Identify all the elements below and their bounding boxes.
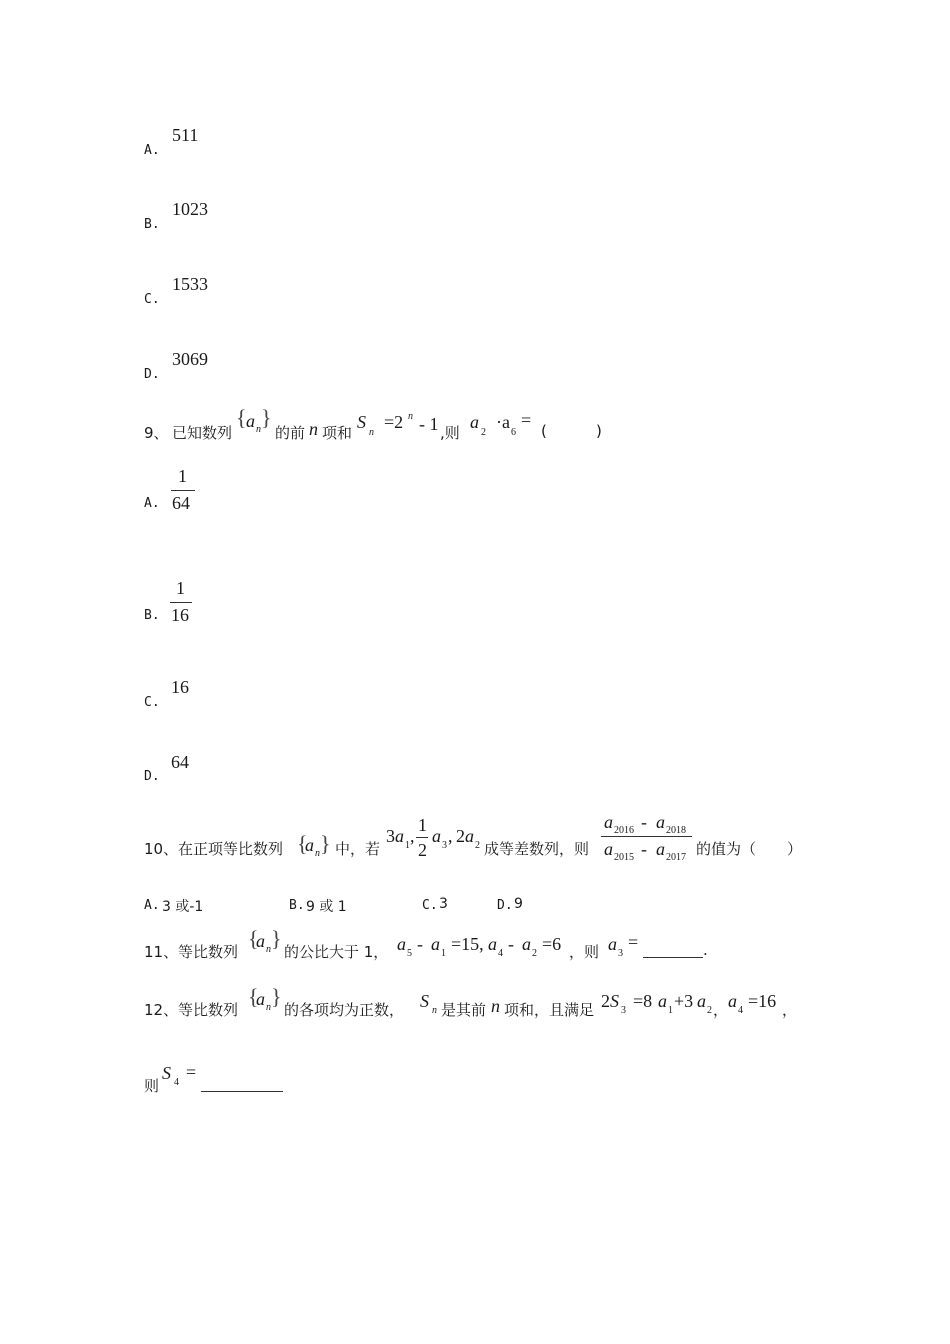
option-b: B. xyxy=(289,898,305,913)
formula: a xyxy=(305,835,314,855)
formula: , xyxy=(410,826,415,846)
option-label-a: A. xyxy=(144,143,160,158)
formula: S xyxy=(420,991,429,1011)
formula: ·a xyxy=(496,412,510,432)
formula: 2 xyxy=(456,826,465,846)
formula: a xyxy=(656,839,665,859)
question-text: 成等差数列，则 xyxy=(484,840,590,858)
question-text: ，则 xyxy=(569,943,600,961)
formula: 3 xyxy=(618,948,623,959)
formula: - xyxy=(417,934,423,954)
formula: 4 xyxy=(498,948,503,959)
formula: 2 xyxy=(532,948,537,959)
bracket-close: ） xyxy=(787,840,803,858)
bracket-open: ( xyxy=(541,422,547,440)
formula: a xyxy=(728,991,737,1011)
question-text: 项和 xyxy=(322,424,353,442)
formula: n xyxy=(408,411,413,422)
formula: 1 xyxy=(405,840,410,851)
option-value-d: 9 xyxy=(514,896,523,912)
option-label-c: C. xyxy=(144,695,160,710)
formula: S xyxy=(162,1063,171,1083)
formula: { xyxy=(248,984,259,1009)
bracket-close: ) xyxy=(596,422,602,440)
option-value-b: 1023 xyxy=(172,199,208,219)
question-text: 中，若 xyxy=(335,840,381,858)
answer-blank xyxy=(201,1091,283,1092)
formula: a xyxy=(488,934,497,954)
fraction-bar xyxy=(601,836,692,837)
option-value-a: 511 xyxy=(172,125,199,145)
question-text: 的值为（ xyxy=(696,840,757,858)
formula: a xyxy=(604,839,613,859)
question-text: 项和，且满足 xyxy=(504,1001,595,1019)
formula: a xyxy=(608,934,617,954)
formula: } xyxy=(261,405,272,430)
option-value-c: 16 xyxy=(171,677,189,697)
option-label-d: D. xyxy=(144,769,160,784)
question-text: 已知数列 xyxy=(172,424,233,442)
formula: - 1 xyxy=(419,414,439,434)
formula: 2018 xyxy=(666,825,686,836)
fraction-numerator: 1 xyxy=(178,466,187,486)
formula: =8 xyxy=(633,991,653,1011)
formula: =6 xyxy=(542,934,562,954)
formula: { xyxy=(236,405,247,430)
formula: } xyxy=(271,984,282,1009)
formula: - xyxy=(641,812,647,832)
option-label-a: A. xyxy=(144,496,160,511)
option-d: D. xyxy=(497,898,513,913)
option-a: A. xyxy=(144,898,160,913)
fraction-denominator: 2 xyxy=(418,840,427,860)
fraction-denominator: 64 xyxy=(172,493,190,513)
question-number: 9、 xyxy=(144,424,169,442)
formula: n xyxy=(432,1005,437,1016)
option-value-d: 64 xyxy=(171,752,189,772)
formula: } xyxy=(271,926,282,951)
option-label-b: B. xyxy=(144,217,160,232)
formula: a xyxy=(465,826,474,846)
option-value-d: 3069 xyxy=(172,349,208,369)
option-c: C. xyxy=(422,898,438,913)
formula: a xyxy=(522,934,531,954)
formula: 4 xyxy=(738,1005,743,1016)
formula: 2016 xyxy=(614,825,634,836)
formula: 1 xyxy=(668,1005,673,1016)
option-value-a: 3 或-1 xyxy=(162,899,204,915)
question-text: 的前 xyxy=(275,424,306,442)
formula: 2 xyxy=(475,840,480,851)
formula: - xyxy=(508,934,514,954)
fraction-numerator: 1 xyxy=(176,578,185,598)
fraction-bar xyxy=(171,490,195,491)
formula: { xyxy=(248,926,259,951)
formula: 2 xyxy=(707,1005,712,1016)
question-text: 在正项等比数列 xyxy=(178,840,284,858)
formula: a xyxy=(395,826,404,846)
separator: ， xyxy=(713,1001,729,1019)
formula: 2 xyxy=(481,427,486,438)
question-number: 12、 xyxy=(144,1001,179,1019)
option-value-b: 9 或 1 xyxy=(306,899,347,915)
question-number: 10、 xyxy=(144,840,179,858)
formula: = xyxy=(628,932,639,952)
formula: 2 xyxy=(601,991,610,1011)
formula: = xyxy=(521,410,532,430)
formula: a xyxy=(432,826,441,846)
option-value-c: 1533 xyxy=(172,274,208,294)
question-text: . xyxy=(703,941,708,959)
formula: 5 xyxy=(407,948,412,959)
formula: 3 xyxy=(621,1005,626,1016)
question-text: 等比数列 xyxy=(178,943,239,961)
formula: n xyxy=(491,996,500,1016)
question-text: 是其前 xyxy=(441,1001,487,1019)
formula: a xyxy=(256,931,265,951)
formula: =16 xyxy=(748,991,777,1011)
formula: n xyxy=(315,848,320,859)
fraction-bar xyxy=(170,602,192,603)
formula: { xyxy=(297,831,308,856)
formula: +3 xyxy=(674,991,694,1011)
formula: } xyxy=(320,831,331,856)
formula: =2 xyxy=(384,412,404,432)
formula: 6 xyxy=(511,427,516,438)
question-text: ,则 xyxy=(440,424,460,442)
option-value-c: 3 xyxy=(439,896,448,912)
fraction-denominator: 16 xyxy=(171,605,189,625)
separator: ， xyxy=(782,1001,798,1019)
formula: = xyxy=(186,1062,197,1082)
formula: a xyxy=(256,989,265,1009)
formula: S xyxy=(610,991,619,1011)
formula: a xyxy=(656,812,665,832)
formula: , xyxy=(448,826,453,846)
formula: a xyxy=(604,812,613,832)
answer-blank xyxy=(643,957,703,958)
formula: a xyxy=(658,991,667,1011)
formula: n xyxy=(369,427,374,438)
formula: =15, xyxy=(451,934,484,954)
formula: n xyxy=(266,1002,271,1013)
formula: a xyxy=(470,412,479,432)
formula: 2017 xyxy=(666,852,686,863)
question-text: 则 xyxy=(144,1077,160,1095)
formula: - xyxy=(641,839,647,859)
question-text: 等比数列 xyxy=(178,1001,239,1019)
formula: S xyxy=(357,412,366,432)
formula: 3 xyxy=(386,826,395,846)
fraction-numerator: 1 xyxy=(418,815,427,835)
formula: n xyxy=(256,424,261,435)
option-label-c: C. xyxy=(144,292,160,307)
question-number: 11、 xyxy=(144,943,179,961)
formula: a xyxy=(397,934,406,954)
fraction-bar xyxy=(416,837,428,838)
formula: 4 xyxy=(174,1077,179,1088)
formula: n xyxy=(266,944,271,955)
formula: 2015 xyxy=(614,852,634,863)
formula: n xyxy=(309,419,318,439)
formula: a xyxy=(246,411,255,431)
question-text: 的公比大于 1， xyxy=(284,943,389,961)
formula: a xyxy=(697,991,706,1011)
formula: 3 xyxy=(442,840,447,851)
question-text: 的各项均为正数， xyxy=(284,1001,405,1019)
option-label-d: D. xyxy=(144,367,160,382)
formula: 1 xyxy=(441,948,446,959)
option-label-b: B. xyxy=(144,608,160,623)
formula: a xyxy=(431,934,440,954)
